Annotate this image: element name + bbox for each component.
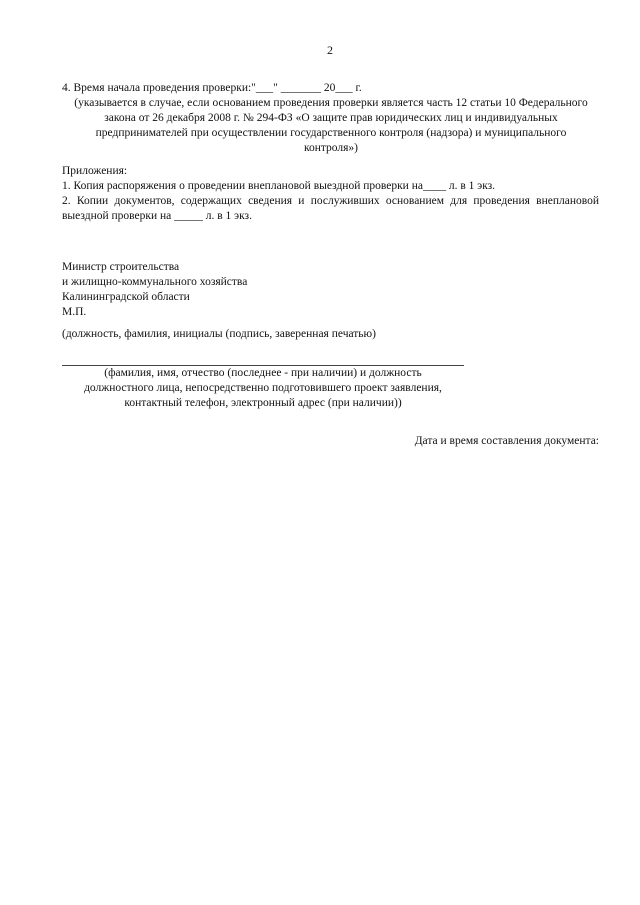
author-note-line: должностного лица, непосредственно подготовившего проект заявления, (84, 382, 442, 394)
inspection-start-time-note (62, 96, 600, 156)
document-date-label: Дата и время составления документа: (414, 435, 599, 447)
signatory-line: Калининградской области (62, 291, 190, 303)
stamp-place: М.П. (62, 306, 87, 318)
attachments-title: Приложения: (62, 165, 128, 177)
note-line: закона от 26 декабря 2008 г. № 294-ФЗ «О защите прав юридических лиц и индивидуальных (104, 112, 558, 124)
attachment-item-2-line-1: 2. Копии документов, содержащих сведения и послуживших основанием для проведения внеплановой (62, 195, 599, 207)
attachment-item-1: 1. Копия распоряжения о проведении внеплановой выездной проверки на____ л. в 1 экз. (62, 180, 496, 192)
note-line: контроля») (303, 142, 359, 154)
note-line: (указывается в случае, если основанием проведения проверки является часть 12 статьи 10 Федерального (74, 97, 588, 109)
signatory-line: Министр строительства (62, 261, 180, 273)
page-number: 2 (327, 43, 333, 57)
inspection-start-time: 4. Время начала проведения проверки:"___" _______ 20___ г. (62, 82, 362, 94)
signatory-position-note: (должность, фамилия, инициалы (подпись, заверенная печатью) (62, 328, 376, 340)
note-line: предпринимателей при осуществлении государственного контроля (надзора) и муниципального (95, 127, 567, 139)
author-note-line: контактный телефон, электронный адрес (при наличии)) (124, 397, 402, 409)
author-note-line: (фамилия, имя, отчество (последнее - при наличии) и должность (104, 367, 422, 379)
signatory-line: и жилищно-коммунального хозяйства (62, 276, 248, 288)
attachment-item-2-line-2: выездной проверки на _____ л. в 1 экз. (62, 210, 252, 222)
signatory-block (62, 260, 247, 320)
author-note (62, 366, 464, 411)
attachment-item-2 (62, 194, 599, 224)
